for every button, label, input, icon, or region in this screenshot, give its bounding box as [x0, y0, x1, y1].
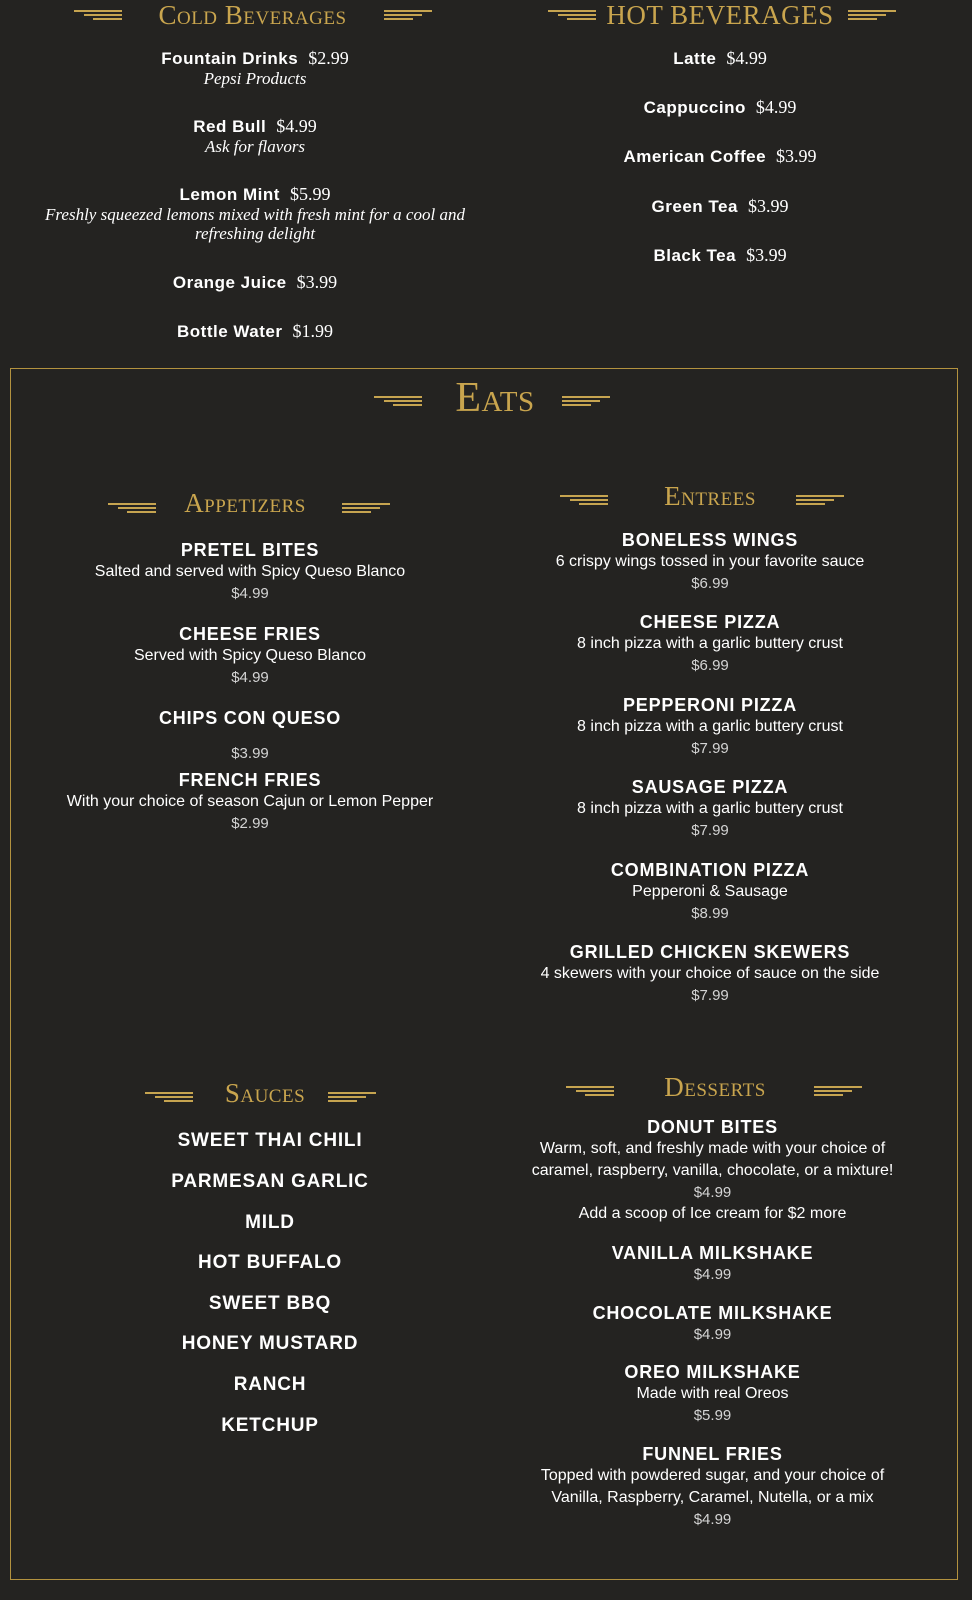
item-name: Lemon Mint [179, 185, 280, 204]
item-name: COMBINATION PIZZA [610, 860, 810, 880]
item-price: $3.99 [746, 245, 787, 265]
cold-beverages-heading: Cold Beverages [158, 0, 347, 30]
item-name: CHEESE PIZZA [639, 612, 781, 632]
cold-beverages-section [0, 0, 510, 360]
item-price: $3.99 [776, 146, 817, 166]
sauce-item: PARMESAN GARLIC [171, 1171, 369, 1192]
menu-item [520, 146, 920, 167]
item-name: Latte [673, 49, 717, 68]
item-description: 4 skewers with your choice of sauce on the side [540, 965, 880, 982]
item-description: Pepsi Products [203, 69, 307, 88]
item-price: $4.99 [726, 48, 767, 68]
menu-item [0, 48, 510, 88]
menu-item [515, 1444, 910, 1530]
left-ornament-icon [560, 495, 608, 507]
menu-item [500, 942, 920, 1006]
item-price: $8.99 [691, 905, 729, 922]
item-price: $2.99 [308, 48, 349, 68]
item-name: FRENCH FRIES [178, 770, 322, 790]
item-price: $6.99 [691, 575, 729, 592]
item-price: $4.99 [693, 1184, 732, 1201]
menu-item [0, 116, 510, 156]
left-ornament-icon [566, 1086, 614, 1098]
menu-item [40, 624, 460, 688]
item-name: BONELESS WINGS [621, 530, 799, 550]
item-description: Salted and served with Spicy Queso Blanco [94, 563, 406, 580]
menu-item [510, 777, 910, 841]
item-price: $6.99 [691, 657, 729, 674]
menu-item [510, 1117, 915, 1225]
menu-item [510, 860, 910, 924]
right-ornament-icon [342, 503, 390, 515]
left-ornament-icon [145, 1092, 193, 1104]
item-name: Cappuccino [643, 98, 746, 117]
item-price: $7.99 [691, 987, 729, 1004]
menu-item [510, 1243, 915, 1285]
item-price: $3.99 [296, 272, 338, 292]
item-price: $4.99 [231, 585, 269, 602]
item-name: FUNNEL FRIES [642, 1444, 783, 1464]
item-price: $1.99 [292, 321, 333, 341]
item-name: OREO MILKSHAKE [624, 1362, 801, 1382]
item-name: CHEESE FRIES [179, 624, 321, 644]
item-price: $4.99 [693, 1511, 732, 1528]
sauce-item: KETCHUP [221, 1415, 319, 1436]
menu-item [510, 1362, 915, 1426]
item-description: 8 inch pizza with a garlic buttery crust [577, 718, 843, 735]
menu-item [510, 612, 910, 676]
eats-heading: Eats [455, 375, 535, 421]
right-ornament-icon [814, 1086, 862, 1098]
sauce-item: HOT BUFFALO [198, 1252, 342, 1273]
item-price: $4.99 [693, 1326, 732, 1343]
hot-beverages-heading: HOT BEVERAGES [606, 0, 834, 30]
appetizers-heading: Appetizers [184, 488, 306, 518]
item-price: $4.99 [755, 97, 797, 117]
item-name: DONUT BITES [647, 1117, 778, 1137]
entrees-heading: Entrees [664, 481, 756, 511]
right-ornament-icon [384, 10, 432, 22]
item-description: 8 inch pizza with a garlic buttery crust [577, 635, 843, 652]
item-description: 6 crispy wings tossed in your favorite sauce [555, 553, 865, 570]
item-price: $4.99 [231, 669, 269, 686]
item-price: $3.99 [747, 196, 789, 216]
menu-item [0, 321, 510, 342]
menu-item [40, 708, 460, 764]
menu-item [510, 695, 910, 759]
item-name: Bottle Water [177, 322, 283, 341]
item-description: Pepperoni & Sausage [632, 883, 788, 900]
item-name: Orange Juice [172, 273, 287, 292]
right-ornament-icon [328, 1092, 376, 1104]
item-description: With your choice of season Cajun or Lemon Pepper [66, 793, 434, 810]
menu-item [0, 272, 510, 293]
left-ornament-icon [108, 503, 156, 515]
item-description: Served with Spicy Queso Blanco [133, 647, 367, 664]
menu-item [30, 770, 470, 834]
item-name: PEPPERONI PIZZA [622, 695, 798, 715]
item-note: Add a scoop of Ice cream for $2 more [578, 1205, 847, 1222]
item-description: Warm, soft, and freshly made with your choice of caramel, raspberry, vanilla, chocolate, or a mixture! [531, 1140, 894, 1179]
left-ornament-icon [374, 396, 422, 408]
menu-item [510, 1303, 915, 1345]
item-name: CHOCOLATE MILKSHAKE [592, 1303, 833, 1323]
item-description: Made with real Oreos [636, 1385, 789, 1402]
item-name: Fountain Drinks [161, 49, 299, 68]
item-price: $7.99 [691, 822, 729, 839]
menu-item [520, 245, 920, 266]
menu-item [0, 184, 510, 243]
right-ornament-icon [562, 396, 610, 408]
hot-beverages-section [520, 0, 920, 360]
menu-item [510, 530, 910, 594]
left-ornament-icon [74, 10, 122, 22]
menu-item [520, 196, 920, 217]
item-description: Freshly squeezed lemons mixed with fresh mint for a cool and refreshing delight [45, 205, 465, 243]
menu-item [520, 97, 920, 118]
item-name: VANILLA MILKSHAKE [611, 1243, 814, 1263]
item-name: Black Tea [653, 246, 737, 265]
menu-item [520, 48, 920, 69]
item-price: $4.99 [693, 1266, 732, 1283]
item-name: Red Bull [193, 117, 267, 136]
sauce-item: HONEY MUSTARD [181, 1333, 359, 1354]
item-name: Green Tea [651, 197, 738, 216]
item-name: American Coffee [623, 147, 767, 166]
item-price: $7.99 [691, 740, 729, 757]
item-name: SAUSAGE PIZZA [631, 777, 789, 797]
item-name: CHIPS CON QUESO [158, 708, 342, 728]
sauce-item: SWEET BBQ [208, 1293, 332, 1314]
sauce-item: RANCH [233, 1374, 307, 1395]
sauce-item: MILD [245, 1212, 295, 1233]
item-price: $4.99 [276, 116, 317, 136]
sauce-item: SWEET THAI CHILI [177, 1130, 363, 1151]
item-description: 8 inch pizza with a garlic buttery crust [577, 800, 843, 817]
desserts-heading: Desserts [664, 1072, 766, 1102]
right-ornament-icon [796, 495, 844, 507]
sauces-heading: Sauces [224, 1078, 306, 1108]
item-price: $2.99 [231, 815, 269, 832]
menu-item [40, 540, 460, 604]
right-ornament-icon [848, 10, 896, 22]
item-price: $5.99 [693, 1407, 732, 1424]
item-name: GRILLED CHICKEN SKEWERS [569, 942, 851, 962]
item-price: $3.99 [231, 745, 269, 762]
item-description: Topped with powdered sugar, and your choice of Vanilla, Raspberry, Caramel, Nutella, or a mix [540, 1467, 885, 1506]
left-ornament-icon [548, 10, 596, 22]
item-name: PRETEL BITES [180, 540, 320, 560]
item-description: Ask for flavors [204, 137, 306, 156]
item-price: $5.99 [289, 184, 331, 204]
